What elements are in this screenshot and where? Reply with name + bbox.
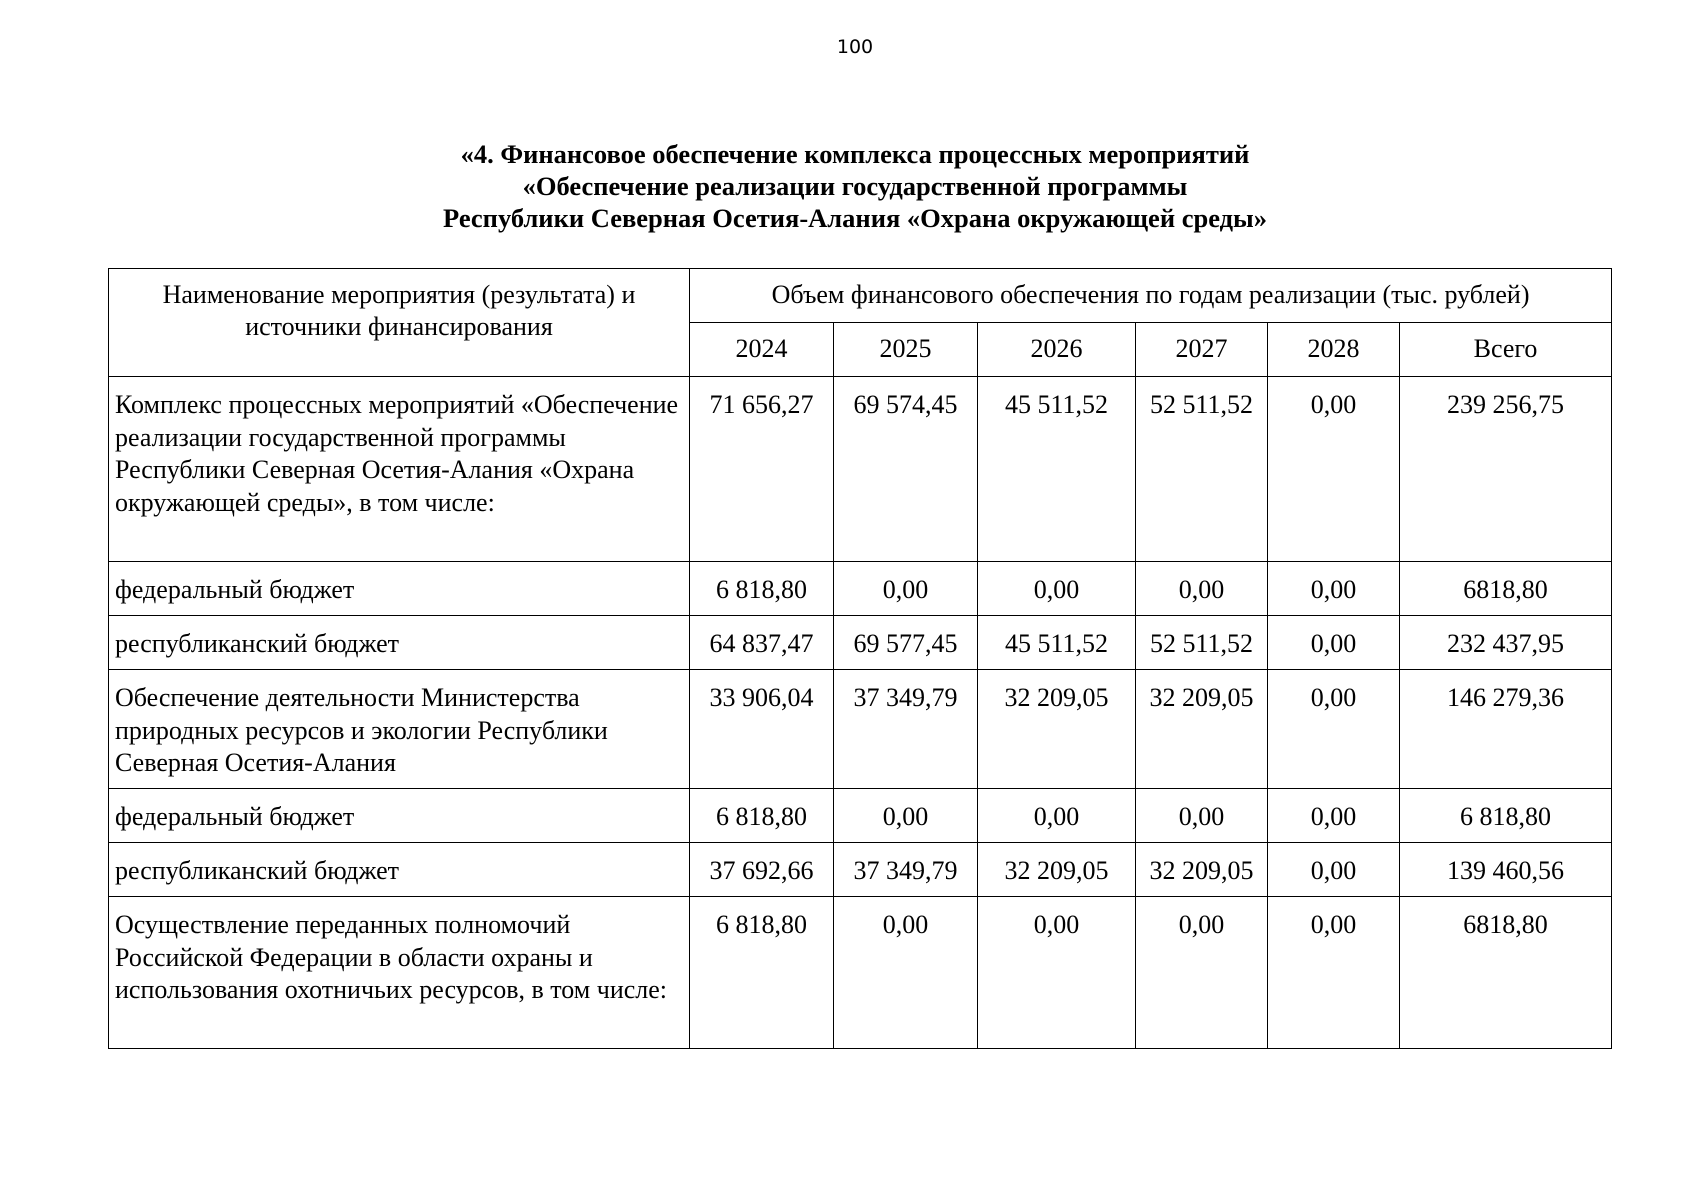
section-title [0, 138, 1697, 234]
value-2027: 52 511,52 [1136, 377, 1268, 562]
table-row [109, 562, 1612, 616]
header-total: Всего [1400, 323, 1612, 377]
value-total: 6818,80 [1400, 562, 1612, 616]
row-name: федеральный бюджет [109, 562, 690, 616]
value-total: 6818,80 [1400, 897, 1612, 1049]
value-2025: 0,00 [834, 562, 978, 616]
table-row [109, 670, 1612, 789]
value-2026: 45 511,52 [978, 377, 1136, 562]
value-2027: 0,00 [1136, 897, 1268, 1049]
table-row [109, 616, 1612, 670]
value-2024: 71 656,27 [690, 377, 834, 562]
value-2025: 37 349,79 [834, 843, 978, 897]
value-2026: 0,00 [978, 562, 1136, 616]
value-2027: 32 209,05 [1136, 843, 1268, 897]
header-year-2025: 2025 [834, 323, 978, 377]
value-2025: 69 577,45 [834, 616, 978, 670]
value-2026: 32 209,05 [978, 843, 1136, 897]
header-year-2026: 2026 [978, 323, 1136, 377]
value-2028: 0,00 [1268, 843, 1400, 897]
row-name: республиканский бюджет [109, 843, 690, 897]
value-2027: 0,00 [1136, 562, 1268, 616]
value-2024: 6 818,80 [690, 789, 834, 843]
value-2025: 0,00 [834, 897, 978, 1049]
value-2026: 0,00 [978, 789, 1136, 843]
financing-table [108, 268, 1612, 1049]
section-title-line-3: Республики Северная Осетия-Алания «Охрана окружающей среды» [443, 203, 1267, 233]
value-total: 139 460,56 [1400, 843, 1612, 897]
value-2028: 0,00 [1268, 377, 1400, 562]
header-financing-volume: Объем финансового обеспечения по годам реализации (тыс. рублей) [690, 269, 1612, 323]
section-title-line-2: «Обеспечение реализации государственной программы [522, 171, 1188, 201]
row-name: Осуществление переданных полномочий Российской Федерации в области охраны и использования охотничьих ресурсов, в том числе: [109, 897, 690, 1049]
value-total: 146 279,36 [1400, 670, 1612, 789]
header-year-2024: 2024 [690, 323, 834, 377]
value-total: 239 256,75 [1400, 377, 1612, 562]
value-2026: 0,00 [978, 897, 1136, 1049]
value-2024: 6 818,80 [690, 897, 834, 1049]
header-year-2028: 2028 [1268, 323, 1400, 377]
value-2028: 0,00 [1268, 616, 1400, 670]
value-2027: 52 511,52 [1136, 616, 1268, 670]
section-title-line-1: «4. Финансовое обеспечение комплекса процессных мероприятий [460, 139, 1250, 169]
value-2025: 69 574,45 [834, 377, 978, 562]
table-header-row-1 [109, 269, 1612, 323]
table-row [109, 377, 1612, 562]
table-row [109, 843, 1612, 897]
value-2028: 0,00 [1268, 562, 1400, 616]
row-name: республиканский бюджет [109, 616, 690, 670]
header-measure-name: Наименование мероприятия (результата) и источники финансирования [109, 269, 690, 377]
value-total: 232 437,95 [1400, 616, 1612, 670]
value-total: 6 818,80 [1400, 789, 1612, 843]
value-2024: 6 818,80 [690, 562, 834, 616]
value-2028: 0,00 [1268, 670, 1400, 789]
value-2025: 37 349,79 [834, 670, 978, 789]
header-year-2027: 2027 [1136, 323, 1268, 377]
value-2025: 0,00 [834, 789, 978, 843]
value-2026: 45 511,52 [978, 616, 1136, 670]
page-number: 100 [836, 36, 874, 58]
value-2024: 64 837,47 [690, 616, 834, 670]
value-2024: 37 692,66 [690, 843, 834, 897]
table-row [109, 789, 1612, 843]
table-row [109, 897, 1612, 1049]
value-2028: 0,00 [1268, 897, 1400, 1049]
value-2027: 32 209,05 [1136, 670, 1268, 789]
value-2024: 33 906,04 [690, 670, 834, 789]
value-2026: 32 209,05 [978, 670, 1136, 789]
value-2028: 0,00 [1268, 789, 1400, 843]
row-name: Комплекс процессных мероприятий «Обеспечение реализации государственной программы Республики Северная Осетия-Алания «Охрана окружающей среды», в том числе: [109, 377, 690, 562]
row-name: Обеспечение деятельности Министерства природных ресурсов и экологии Республики Северная Осетия-Алания [109, 670, 690, 789]
row-name: федеральный бюджет [109, 789, 690, 843]
value-2027: 0,00 [1136, 789, 1268, 843]
